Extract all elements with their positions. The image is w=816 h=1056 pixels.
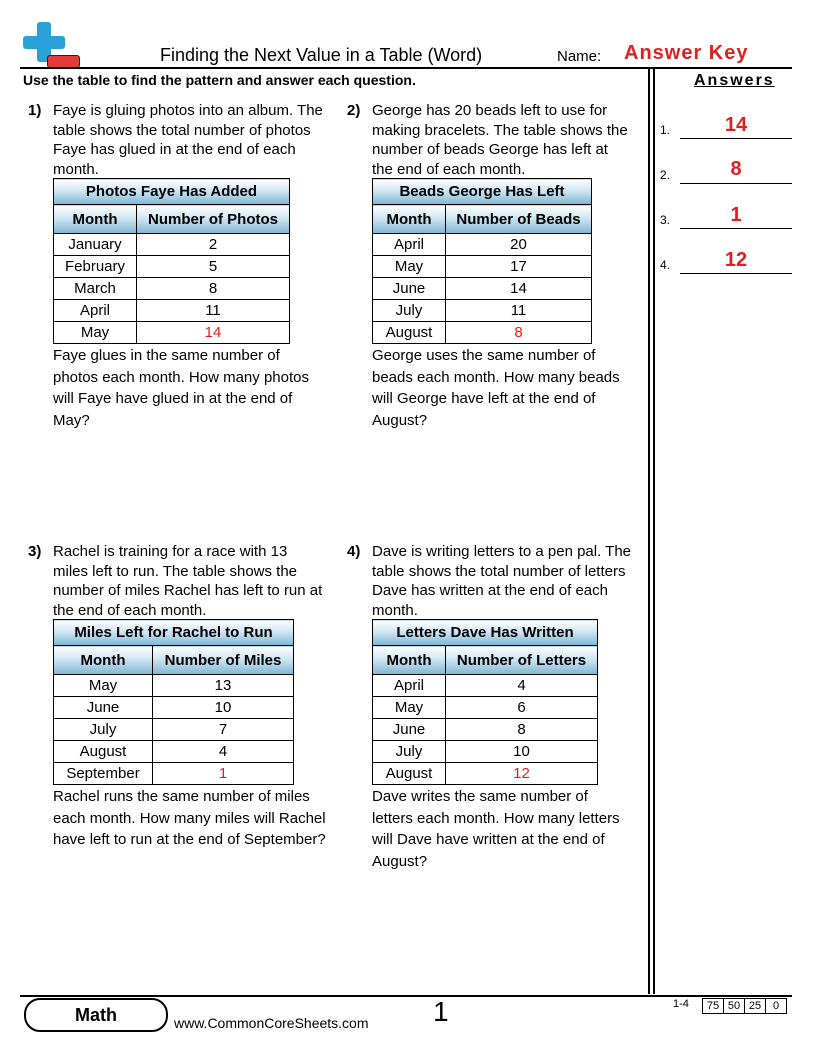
table-caption: Photos Faye Has Added	[54, 179, 290, 205]
answers-title: Answers	[694, 72, 775, 89]
question-number: 1)	[28, 102, 42, 119]
table-caption: Miles Left for Rachel to Run	[54, 620, 294, 646]
table-cell: June	[373, 719, 446, 741]
table-row	[373, 741, 598, 763]
answer-line	[680, 228, 792, 229]
table-cell: July	[373, 741, 446, 763]
answer-number: 3.	[660, 213, 671, 227]
follow-line: photos each month. How many photos	[53, 368, 309, 386]
instructions: Use the table to find the pattern and answer each question.	[23, 72, 416, 88]
table-header: Month	[54, 646, 153, 675]
follow-line: will George have left at the end of	[372, 390, 596, 407]
follow-up-question	[53, 786, 326, 851]
table-cell: 14	[446, 278, 592, 300]
table-cell: September	[54, 763, 153, 785]
table-header: Month	[373, 646, 446, 675]
question-text	[53, 101, 323, 179]
table-row	[373, 322, 592, 344]
table-row	[54, 741, 294, 763]
follow-line: letters each month. How many letters	[372, 809, 620, 827]
table-header: Number of Beads	[446, 205, 592, 234]
score-table	[702, 998, 787, 1014]
answer-line	[680, 138, 792, 139]
table-cell: May	[373, 256, 446, 278]
subject-badge: Math	[24, 998, 168, 1032]
table-row	[54, 256, 290, 278]
question-line: Rachel is training for a race with 13	[53, 543, 288, 560]
table-cell: 6	[446, 697, 598, 719]
score-cell: 0	[766, 999, 787, 1014]
question-line: number of miles Rachel has left to run at	[53, 582, 323, 599]
logo-plus-horizontal	[23, 36, 65, 49]
column-divider-left	[648, 69, 650, 994]
follow-line: Dave writes the same number of	[372, 788, 588, 805]
data-table	[53, 178, 290, 344]
table-row	[373, 719, 598, 741]
answer-value: 12	[724, 249, 748, 271]
table-cell: February	[54, 256, 137, 278]
follow-line: will Dave have written at the end of	[372, 831, 605, 848]
follow-line: beads each month. How many beads	[372, 368, 620, 386]
table-cell: 4	[153, 741, 294, 763]
follow-up-question	[53, 345, 309, 431]
table-caption: Letters Dave Has Written	[373, 620, 598, 646]
table-cell: June	[54, 697, 153, 719]
table-row	[373, 256, 592, 278]
table-row	[54, 697, 294, 719]
score-cell: 50	[724, 999, 745, 1014]
answer-number: 2.	[660, 168, 671, 182]
table-row	[54, 278, 290, 300]
question-number: 3)	[28, 543, 42, 560]
table-header: Number of Photos	[137, 205, 290, 234]
follow-line: will Faye have glued in at the end of	[53, 390, 293, 407]
table-cell: 11	[137, 300, 290, 322]
table-cell: January	[54, 234, 137, 256]
table-row	[54, 234, 290, 256]
question-line: month.	[372, 601, 418, 619]
score-cell: 25	[745, 999, 766, 1014]
question-line: table shows the total number of letters	[372, 562, 626, 580]
table-cell: April	[373, 675, 446, 697]
table-header: Number of Miles	[153, 646, 294, 675]
table-cell: 17	[446, 256, 592, 278]
table-cell: August	[373, 763, 446, 785]
table-cell: 8	[446, 719, 598, 741]
question-line: George has 20 beads left to use for	[372, 102, 608, 119]
question-text	[372, 101, 628, 179]
table-row	[54, 763, 294, 785]
question-line: making bracelets. The table shows the	[372, 121, 628, 139]
table-cell: May	[54, 675, 153, 697]
question-line: the end of each month.	[372, 160, 526, 178]
answer-value: 1	[730, 204, 742, 226]
question-line: the end of each month.	[53, 601, 207, 619]
column-divider-right	[653, 69, 655, 994]
score-range: 1-4	[673, 998, 689, 1010]
table-cell: July	[373, 300, 446, 322]
follow-up-question	[372, 345, 620, 431]
table-row	[373, 675, 598, 697]
table-cell: 10	[153, 697, 294, 719]
table-header: Month	[373, 205, 446, 234]
answer-key-label: Answer Key	[624, 42, 749, 64]
table-cell-answer: 1	[153, 763, 294, 785]
answer-line	[680, 183, 792, 184]
follow-line: George uses the same number of	[372, 347, 596, 364]
follow-line: have left to run at the end of September?	[53, 831, 326, 848]
table-row	[373, 763, 598, 785]
table-row	[373, 278, 592, 300]
answer-number: 4.	[660, 258, 671, 272]
follow-line: May?	[53, 411, 90, 429]
worksheet-title: Finding the Next Value in a Table (Word)	[160, 45, 483, 65]
table-row	[54, 322, 290, 344]
question-line: Dave has written at the end of each	[372, 582, 608, 599]
question-number: 4)	[347, 543, 361, 560]
score-cell: 75	[703, 999, 724, 1014]
table-cell: 20	[446, 234, 592, 256]
header-divider	[20, 67, 792, 69]
question-line: month.	[53, 160, 99, 178]
follow-line: each month. How many miles will Rachel	[53, 809, 326, 827]
table-cell: May	[373, 697, 446, 719]
name-label: Name:	[557, 48, 602, 65]
table-cell: 4	[446, 675, 598, 697]
follow-line: August?	[372, 411, 428, 429]
table-cell: April	[373, 234, 446, 256]
table-cell-answer: 8	[446, 322, 592, 344]
question-line: Faye has glued in at the end of each	[53, 141, 296, 158]
question-number: 2)	[347, 102, 361, 119]
table-cell-answer: 12	[446, 763, 598, 785]
table-cell: July	[54, 719, 153, 741]
table-cell: August	[373, 322, 446, 344]
follow-up-question	[372, 786, 620, 872]
follow-line: August?	[372, 852, 428, 870]
table-header: Month	[54, 205, 137, 234]
table-cell-answer: 14	[137, 322, 290, 344]
table-row	[54, 719, 294, 741]
question-line: Faye is gluing photos into an album. The	[53, 102, 323, 119]
follow-line: Rachel runs the same number of miles	[53, 788, 310, 805]
question-line: miles left to run. The table shows the	[53, 562, 298, 580]
question-line: table shows the total number of photos	[53, 121, 311, 139]
table-cell: 5	[137, 256, 290, 278]
table-row	[373, 697, 598, 719]
table-caption: Beads George Has Left	[373, 179, 592, 205]
table-row	[54, 300, 290, 322]
question-text	[372, 542, 631, 620]
table-row	[54, 675, 294, 697]
question-line: Dave is writing letters to a pen pal. The	[372, 543, 632, 560]
table-cell: 10	[446, 741, 598, 763]
answer-number: 1.	[660, 123, 671, 137]
table-cell: 8	[137, 278, 290, 300]
table-cell: 7	[153, 719, 294, 741]
table-row	[373, 300, 592, 322]
data-table	[372, 619, 598, 785]
data-table	[372, 178, 592, 344]
question-line: number of beads George has left at	[372, 141, 608, 158]
follow-line: Faye glues in the same number of	[53, 347, 280, 364]
answer-value: 14	[724, 114, 748, 136]
footer-divider	[20, 995, 792, 997]
table-cell: April	[54, 300, 137, 322]
table-header: Number of Letters	[446, 646, 598, 675]
table-cell: 2	[137, 234, 290, 256]
table-cell: August	[54, 741, 153, 763]
data-table	[53, 619, 294, 785]
table-cell: 11	[446, 300, 592, 322]
table-row	[373, 234, 592, 256]
question-text	[53, 542, 322, 620]
table-cell: June	[373, 278, 446, 300]
answer-value: 8	[730, 158, 742, 180]
table-cell: May	[54, 322, 137, 344]
page-number: 1	[433, 996, 449, 1027]
table-cell: 13	[153, 675, 294, 697]
answer-line	[680, 273, 792, 274]
table-cell: March	[54, 278, 137, 300]
site-url[interactable]: www.CommonCoreSheets.com	[174, 1015, 369, 1031]
